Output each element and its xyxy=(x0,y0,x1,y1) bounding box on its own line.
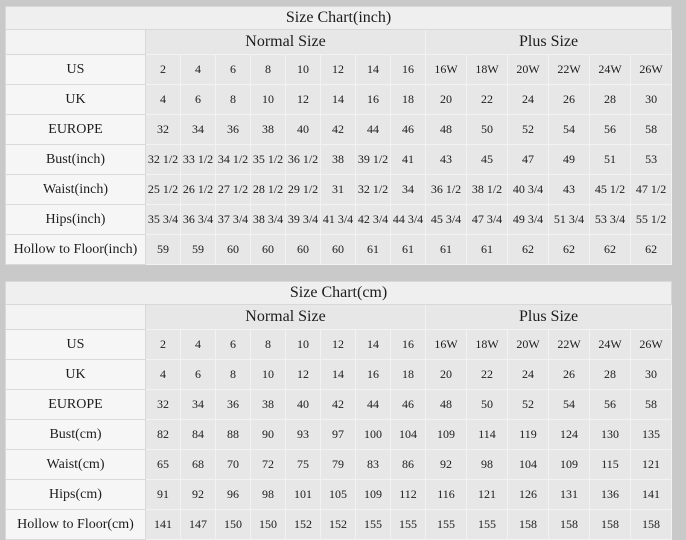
table-row xyxy=(6,85,672,115)
data-cell: 50 xyxy=(467,115,508,145)
row-label: UK xyxy=(6,360,146,390)
data-cell: 98 xyxy=(251,480,286,510)
data-cell: 61 xyxy=(426,235,467,265)
data-cell: 112 xyxy=(391,480,426,510)
data-cell: 158 xyxy=(590,510,631,540)
data-cell: 150 xyxy=(216,510,251,540)
data-cell: 12 xyxy=(321,55,356,85)
data-cell: 55 1/2 xyxy=(631,205,672,235)
data-cell: 16W xyxy=(426,330,467,360)
data-cell: 8 xyxy=(251,330,286,360)
data-cell: 47 xyxy=(508,145,549,175)
column-group-row xyxy=(6,305,672,330)
data-cell: 16 xyxy=(356,360,391,390)
data-cell: 40 xyxy=(286,390,321,420)
column-group-normal: Normal Size xyxy=(146,30,426,55)
data-cell: 86 xyxy=(391,450,426,480)
data-cell: 92 xyxy=(426,450,467,480)
data-cell: 158 xyxy=(508,510,549,540)
data-cell: 91 xyxy=(146,480,181,510)
data-cell: 14 xyxy=(321,360,356,390)
row-label: US xyxy=(6,55,146,85)
data-cell: 16 xyxy=(391,330,426,360)
data-cell: 109 xyxy=(356,480,391,510)
data-cell: 32 1/2 xyxy=(146,145,181,175)
data-cell: 8 xyxy=(216,360,251,390)
data-cell: 51 3/4 xyxy=(549,205,590,235)
data-cell: 119 xyxy=(508,420,549,450)
data-cell: 42 3/4 xyxy=(356,205,391,235)
data-cell: 6 xyxy=(216,55,251,85)
data-cell: 26 1/2 xyxy=(181,175,216,205)
data-cell: 131 xyxy=(549,480,590,510)
table-row xyxy=(6,480,672,510)
data-cell: 52 xyxy=(508,115,549,145)
data-cell: 62 xyxy=(590,235,631,265)
data-cell: 36 1/2 xyxy=(426,175,467,205)
data-cell: 84 xyxy=(181,420,216,450)
table-row xyxy=(6,115,672,145)
data-cell: 126 xyxy=(508,480,549,510)
data-cell: 36 1/2 xyxy=(286,145,321,175)
data-cell: 2 xyxy=(146,55,181,85)
data-cell: 114 xyxy=(467,420,508,450)
data-cell: 10 xyxy=(251,85,286,115)
data-cell: 38 xyxy=(251,390,286,420)
data-cell: 45 xyxy=(467,145,508,175)
data-cell: 141 xyxy=(631,480,672,510)
data-cell: 8 xyxy=(216,85,251,115)
table-row xyxy=(6,450,672,480)
data-cell: 72 xyxy=(251,450,286,480)
data-cell: 10 xyxy=(286,330,321,360)
data-cell: 65 xyxy=(146,450,181,480)
table-row xyxy=(6,175,672,205)
table-row xyxy=(6,510,672,540)
data-cell: 2 xyxy=(146,330,181,360)
data-cell: 34 xyxy=(181,390,216,420)
data-cell: 42 xyxy=(321,390,356,420)
data-cell: 124 xyxy=(549,420,590,450)
data-cell: 60 xyxy=(251,235,286,265)
table-row xyxy=(6,145,672,175)
row-label: Hollow to Floor(cm) xyxy=(6,510,146,540)
row-label: Hollow to Floor(inch) xyxy=(6,235,146,265)
data-cell: 150 xyxy=(251,510,286,540)
table-row xyxy=(6,360,672,390)
data-cell: 26W xyxy=(631,55,672,85)
row-label: Hips(inch) xyxy=(6,205,146,235)
data-cell: 96 xyxy=(216,480,251,510)
data-cell: 20 xyxy=(426,85,467,115)
data-cell: 41 3/4 xyxy=(321,205,356,235)
corner-spacer xyxy=(6,30,146,55)
data-cell: 4 xyxy=(181,330,216,360)
table-row xyxy=(6,330,672,360)
size-chart-inch-table xyxy=(5,6,672,265)
data-cell: 18 xyxy=(391,85,426,115)
data-cell: 40 3/4 xyxy=(508,175,549,205)
data-cell: 39 3/4 xyxy=(286,205,321,235)
row-label: Bust(cm) xyxy=(6,420,146,450)
data-cell: 37 3/4 xyxy=(216,205,251,235)
table-row xyxy=(6,390,672,420)
data-cell: 109 xyxy=(549,450,590,480)
column-group-plus: Plus Size xyxy=(426,305,672,330)
data-cell: 16W xyxy=(426,55,467,85)
data-cell: 58 xyxy=(631,390,672,420)
data-cell: 38 1/2 xyxy=(467,175,508,205)
data-cell: 26W xyxy=(631,330,672,360)
data-cell: 27 1/2 xyxy=(216,175,251,205)
data-cell: 6 xyxy=(216,330,251,360)
data-cell: 104 xyxy=(508,450,549,480)
data-cell: 50 xyxy=(467,390,508,420)
data-cell: 10 xyxy=(286,55,321,85)
data-cell: 46 xyxy=(391,115,426,145)
data-cell: 56 xyxy=(590,390,631,420)
data-cell: 30 xyxy=(631,360,672,390)
data-cell: 43 xyxy=(426,145,467,175)
data-cell: 35 1/2 xyxy=(251,145,286,175)
data-cell: 61 xyxy=(391,235,426,265)
data-cell: 82 xyxy=(146,420,181,450)
table-title: Size Chart(cm) xyxy=(6,282,672,305)
data-cell: 75 xyxy=(286,450,321,480)
data-cell: 29 1/2 xyxy=(286,175,321,205)
data-cell: 26 xyxy=(549,85,590,115)
data-cell: 6 xyxy=(181,360,216,390)
data-cell: 44 xyxy=(356,115,391,145)
data-cell: 30 xyxy=(631,85,672,115)
data-cell: 45 3/4 xyxy=(426,205,467,235)
row-label: EUROPE xyxy=(6,390,146,420)
data-cell: 83 xyxy=(356,450,391,480)
data-cell: 40 xyxy=(286,115,321,145)
data-cell: 20 xyxy=(426,360,467,390)
data-cell: 28 xyxy=(590,360,631,390)
data-cell: 44 3/4 xyxy=(391,205,426,235)
data-cell: 20W xyxy=(508,330,549,360)
data-cell: 38 3/4 xyxy=(251,205,286,235)
table-row xyxy=(6,205,672,235)
data-cell: 34 1/2 xyxy=(216,145,251,175)
data-cell: 92 xyxy=(181,480,216,510)
column-group-normal: Normal Size xyxy=(146,305,426,330)
data-cell: 12 xyxy=(286,85,321,115)
data-cell: 136 xyxy=(590,480,631,510)
data-cell: 24W xyxy=(590,55,631,85)
data-cell: 53 3/4 xyxy=(590,205,631,235)
data-cell: 49 3/4 xyxy=(508,205,549,235)
data-cell: 43 xyxy=(549,175,590,205)
data-cell: 44 xyxy=(356,390,391,420)
data-cell: 18 xyxy=(391,360,426,390)
data-cell: 100 xyxy=(356,420,391,450)
data-cell: 79 xyxy=(321,450,356,480)
table-row xyxy=(6,235,672,265)
data-cell: 48 xyxy=(426,390,467,420)
row-label: Hips(cm) xyxy=(6,480,146,510)
data-cell: 115 xyxy=(590,450,631,480)
data-cell: 34 xyxy=(391,175,426,205)
data-cell: 18W xyxy=(467,330,508,360)
data-cell: 33 1/2 xyxy=(181,145,216,175)
data-cell: 116 xyxy=(426,480,467,510)
data-cell: 31 xyxy=(321,175,356,205)
data-cell: 152 xyxy=(321,510,356,540)
data-cell: 155 xyxy=(356,510,391,540)
title-row xyxy=(6,282,672,305)
data-cell: 58 xyxy=(631,115,672,145)
data-cell: 22 xyxy=(467,360,508,390)
row-label: Bust(inch) xyxy=(6,145,146,175)
data-cell: 24 xyxy=(508,85,549,115)
data-cell: 12 xyxy=(286,360,321,390)
data-cell: 68 xyxy=(181,450,216,480)
data-cell: 4 xyxy=(146,85,181,115)
data-cell: 61 xyxy=(356,235,391,265)
data-cell: 60 xyxy=(286,235,321,265)
data-cell: 121 xyxy=(631,450,672,480)
data-cell: 51 xyxy=(590,145,631,175)
data-cell: 22 xyxy=(467,85,508,115)
data-cell: 130 xyxy=(590,420,631,450)
data-cell: 70 xyxy=(216,450,251,480)
title-row xyxy=(6,7,672,30)
data-cell: 32 1/2 xyxy=(356,175,391,205)
data-cell: 36 3/4 xyxy=(181,205,216,235)
data-cell: 12 xyxy=(321,330,356,360)
data-cell: 60 xyxy=(216,235,251,265)
data-cell: 6 xyxy=(181,85,216,115)
size-chart-cm-table xyxy=(5,281,672,540)
data-cell: 97 xyxy=(321,420,356,450)
data-cell: 62 xyxy=(508,235,549,265)
data-cell: 54 xyxy=(549,115,590,145)
data-cell: 39 1/2 xyxy=(356,145,391,175)
data-cell: 24 xyxy=(508,360,549,390)
data-cell: 14 xyxy=(356,330,391,360)
row-label: UK xyxy=(6,85,146,115)
data-cell: 56 xyxy=(590,115,631,145)
data-cell: 62 xyxy=(631,235,672,265)
data-cell: 38 xyxy=(321,145,356,175)
data-cell: 4 xyxy=(181,55,216,85)
data-cell: 135 xyxy=(631,420,672,450)
data-cell: 41 xyxy=(391,145,426,175)
data-cell: 54 xyxy=(549,390,590,420)
data-cell: 59 xyxy=(181,235,216,265)
column-group-plus: Plus Size xyxy=(426,30,672,55)
data-cell: 104 xyxy=(391,420,426,450)
data-cell: 101 xyxy=(286,480,321,510)
data-cell: 52 xyxy=(508,390,549,420)
data-cell: 36 xyxy=(216,390,251,420)
data-cell: 36 xyxy=(216,115,251,145)
data-cell: 158 xyxy=(631,510,672,540)
table-row xyxy=(6,420,672,450)
data-cell: 26 xyxy=(549,360,590,390)
data-cell: 16 xyxy=(356,85,391,115)
data-cell: 88 xyxy=(216,420,251,450)
data-cell: 4 xyxy=(146,360,181,390)
data-cell: 32 xyxy=(146,390,181,420)
data-cell: 22W xyxy=(549,330,590,360)
data-cell: 48 xyxy=(426,115,467,145)
data-cell: 155 xyxy=(467,510,508,540)
data-cell: 24W xyxy=(590,330,631,360)
data-cell: 93 xyxy=(286,420,321,450)
data-cell: 59 xyxy=(146,235,181,265)
data-cell: 152 xyxy=(286,510,321,540)
data-cell: 61 xyxy=(467,235,508,265)
data-cell: 158 xyxy=(549,510,590,540)
row-label: Waist(inch) xyxy=(6,175,146,205)
data-cell: 155 xyxy=(391,510,426,540)
data-cell: 10 xyxy=(251,360,286,390)
data-cell: 105 xyxy=(321,480,356,510)
data-cell: 46 xyxy=(391,390,426,420)
data-cell: 32 xyxy=(146,115,181,145)
data-cell: 53 xyxy=(631,145,672,175)
data-cell: 45 1/2 xyxy=(590,175,631,205)
corner-spacer xyxy=(6,305,146,330)
table-row xyxy=(6,55,672,85)
data-cell: 49 xyxy=(549,145,590,175)
data-cell: 62 xyxy=(549,235,590,265)
data-cell: 22W xyxy=(549,55,590,85)
data-cell: 20W xyxy=(508,55,549,85)
row-label: US xyxy=(6,330,146,360)
data-cell: 38 xyxy=(251,115,286,145)
data-cell: 47 1/2 xyxy=(631,175,672,205)
data-cell: 28 xyxy=(590,85,631,115)
data-cell: 18W xyxy=(467,55,508,85)
data-cell: 109 xyxy=(426,420,467,450)
column-group-row xyxy=(6,30,672,55)
data-cell: 42 xyxy=(321,115,356,145)
data-cell: 121 xyxy=(467,480,508,510)
data-cell: 47 3/4 xyxy=(467,205,508,235)
data-cell: 25 1/2 xyxy=(146,175,181,205)
data-cell: 98 xyxy=(467,450,508,480)
row-label: Waist(cm) xyxy=(6,450,146,480)
data-cell: 14 xyxy=(321,85,356,115)
data-cell: 155 xyxy=(426,510,467,540)
data-cell: 14 xyxy=(356,55,391,85)
data-cell: 147 xyxy=(181,510,216,540)
data-cell: 8 xyxy=(251,55,286,85)
data-cell: 141 xyxy=(146,510,181,540)
table-title: Size Chart(inch) xyxy=(6,7,672,30)
data-cell: 16 xyxy=(391,55,426,85)
data-cell: 35 3/4 xyxy=(146,205,181,235)
row-label: EUROPE xyxy=(6,115,146,145)
data-cell: 90 xyxy=(251,420,286,450)
data-cell: 60 xyxy=(321,235,356,265)
data-cell: 34 xyxy=(181,115,216,145)
data-cell: 28 1/2 xyxy=(251,175,286,205)
